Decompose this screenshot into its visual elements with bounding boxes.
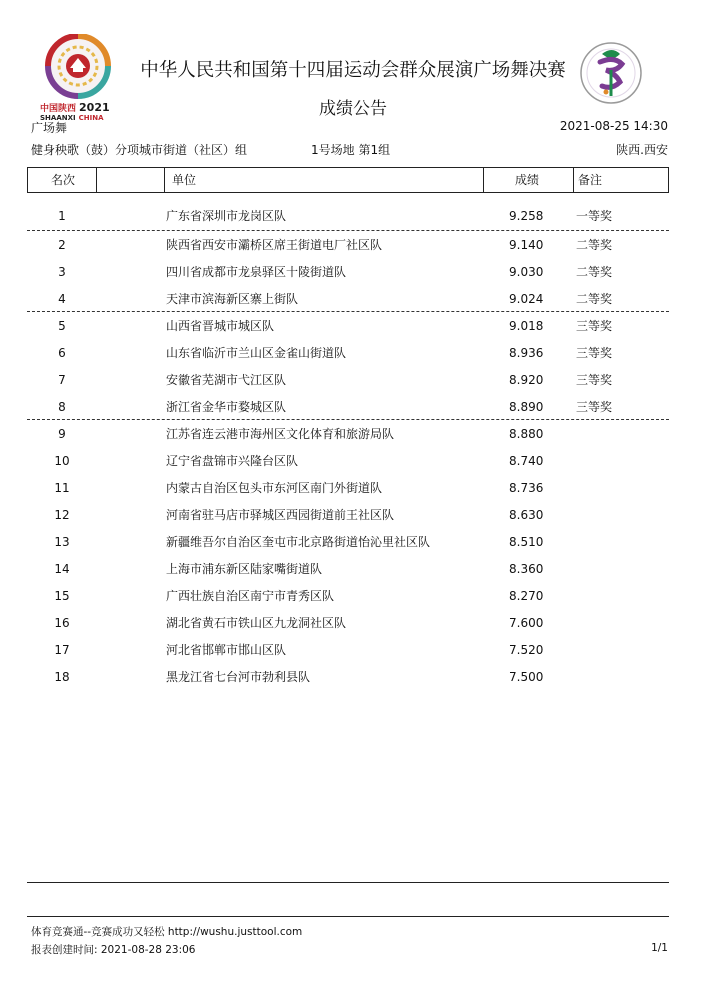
unit-cell: 广西壮族自治区南宁市青秀区队 [166,589,335,603]
rank-cell: 13 [54,535,70,549]
table-row [0,499,706,526]
note-cell: 三等奖 [576,400,613,414]
col-header-score: 成绩 [515,173,540,187]
table-row [0,337,706,364]
event-category: 健身秧歌（鼓）分项城市街道（社区）组 [31,143,248,157]
note-cell: 三等奖 [576,319,613,333]
note-cell: 三等奖 [576,346,613,360]
rank-cell: 9 [58,427,66,441]
table-row [0,364,706,391]
rank-cell: 16 [54,616,70,630]
table-row [0,634,706,661]
rank-cell: 5 [58,319,66,333]
score-cell: 8.360 [509,562,544,576]
score-cell: 8.936 [509,346,544,360]
rank-cell: 1 [58,209,66,223]
score-cell: 8.736 [509,481,544,495]
table-row [0,445,706,472]
note-cell: 二等奖 [576,292,613,306]
note-cell: 二等奖 [576,238,613,252]
footer-site-text: 体育竞赛通--竞赛成功又轻松 http://wushu.justtool.com [31,926,303,938]
rank-cell: 15 [54,589,70,603]
page-subtitle: 成绩公告 [319,99,387,119]
table-header [27,167,669,193]
rank-cell: 17 [54,643,70,657]
table-row [0,283,706,310]
col-divider [483,168,484,192]
unit-cell: 陕西省西安市灞桥区席王街道电厂社区队 [166,238,383,252]
unit-cell: 四川省成都市龙泉驿区十陵街道队 [166,265,347,279]
page-number: 1/1 [651,942,668,954]
logo-china: CHINA [78,114,104,122]
unit-cell: 黑龙江省七台河市勃利县队 [166,670,311,684]
footer-divider [27,916,669,917]
score-cell: 7.500 [509,670,544,684]
event-location: 陕西.西安 [616,143,668,157]
rank-cell: 8 [58,400,66,414]
score-cell: 8.510 [509,535,544,549]
unit-cell: 山东省临沂市兰山区金雀山街道队 [166,346,347,360]
event-type: 广场舞 [31,121,68,135]
rank-cell: 3 [58,265,66,279]
score-cell: 8.890 [509,400,544,414]
rank-cell: 12 [54,508,70,522]
table-row [0,661,706,688]
footer-created-time: 报表创建时间: 2021-08-28 23:06 [31,944,196,956]
unit-cell: 新疆维吾尔自治区奎屯市北京路街道怡沁里社区队 [166,535,431,549]
score-cell: 7.600 [509,616,544,630]
unit-cell: 江苏省连云港市海州区文化体育和旅游局队 [166,427,395,441]
col-header-rank: 名次 [51,173,76,187]
unit-cell: 天津市滨海新区寨上街队 [166,292,299,306]
rank-cell: 4 [58,292,66,306]
event-venue: 1号场地 第1组 [311,143,391,157]
col-header-unit: 单位 [172,173,197,187]
table-row [0,229,706,256]
table-row [0,607,706,634]
score-cell: 8.270 [509,589,544,603]
note-cell: 二等奖 [576,265,613,279]
table-row [0,580,706,607]
rank-cell: 14 [54,562,70,576]
col-divider [164,168,165,192]
unit-cell: 广东省深圳市龙岗区队 [166,209,287,223]
unit-cell: 湖北省黄石市铁山区九龙洞社区队 [166,616,347,630]
table-row [0,256,706,283]
unit-cell: 安徽省芜湖市弋江区队 [166,373,287,387]
score-cell: 8.630 [509,508,544,522]
note-cell: 三等奖 [576,373,613,387]
rank-cell: 7 [58,373,66,387]
rank-cell: 6 [58,346,66,360]
score-cell: 8.920 [509,373,544,387]
table-row [0,526,706,553]
unit-cell: 河南省驻马店市驿城区西园街道前王社区队 [166,508,395,522]
logo-cn: 中国陕西 [40,104,77,114]
event-datetime: 2021-08-25 14:30 [559,119,668,133]
col-header-note: 备注 [578,173,603,187]
table-row [0,418,706,445]
score-cell: 8.880 [509,427,544,441]
table-row [0,553,706,580]
score-cell: 9.140 [509,238,544,252]
logo-year: 2021 [79,101,110,114]
logo-shaanxi: SHAANXI [40,114,76,122]
score-cell: 8.740 [509,454,544,468]
rank-cell: 10 [54,454,70,468]
note-cell: 一等奖 [576,209,613,223]
col-divider [96,168,97,192]
col-divider [573,168,574,192]
page-title: 中华人民共和国第十四届运动会群众展演广场舞决赛 [140,60,566,81]
unit-cell: 辽宁省盘锦市兴隆台区队 [166,454,299,468]
table-row [0,472,706,499]
unit-cell: 上海市浦东新区陆家嘴街道队 [166,562,323,576]
unit-cell: 山西省晋城市城区队 [166,319,275,333]
unit-cell: 浙江省金华市婺城区队 [166,400,287,414]
rank-cell: 11 [54,481,70,495]
score-cell: 9.024 [509,292,544,306]
score-cell: 9.258 [509,209,544,223]
table-row [0,310,706,337]
score-cell: 7.520 [509,643,544,657]
rank-cell: 18 [54,670,70,684]
score-cell: 9.030 [509,265,544,279]
unit-cell: 河北省邯郸市邯山区队 [166,643,287,657]
unit-cell: 内蒙古自治区包头市东河区南门外街道队 [166,481,383,495]
rank-cell: 2 [58,238,66,252]
table-row [0,200,706,227]
table-row [0,391,706,418]
score-cell: 9.018 [509,319,544,333]
footer-divider [27,882,669,883]
